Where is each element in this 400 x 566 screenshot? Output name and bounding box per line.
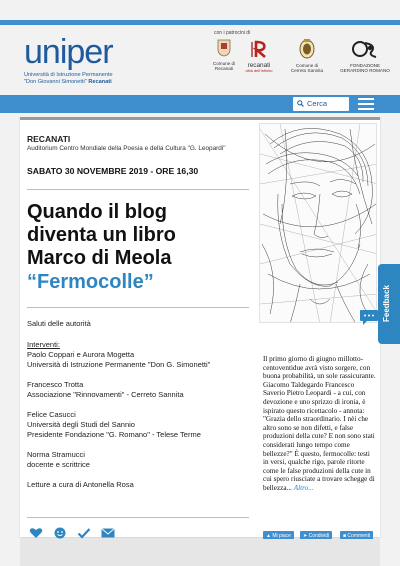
divider xyxy=(27,189,249,190)
read-more-link[interactable]: Altro... xyxy=(293,483,314,492)
comments-label: Commenti xyxy=(347,533,371,539)
thumb-up-icon: ▲ xyxy=(266,533,271,539)
patron-fondazione xyxy=(340,39,390,74)
hamburger-menu-icon[interactable] xyxy=(358,98,374,110)
university-line-2-city: Recanati xyxy=(88,79,112,85)
event-subtitle: “Fermocolle” xyxy=(27,271,154,293)
divider xyxy=(27,307,249,308)
portrait-sketch-image xyxy=(259,123,377,323)
foundation-logo-icon xyxy=(350,39,380,59)
envelope-icon[interactable] xyxy=(101,527,115,539)
share-label: Condividi xyxy=(308,533,330,539)
program-speaker-3-org-1: Università degli Studi del Sannio xyxy=(27,420,135,429)
divider xyxy=(27,517,249,518)
program-readings-prefix: Letture a cura di xyxy=(27,480,82,489)
program-readings xyxy=(27,480,134,490)
top-navbar xyxy=(0,95,400,113)
blog-excerpt xyxy=(263,355,377,493)
comment-bubble-icon[interactable] xyxy=(359,309,379,327)
share-icon: ➤ xyxy=(303,533,308,539)
program-speaker-3: Felice Casucci xyxy=(27,410,76,419)
patronage-caption: con i patrocini di xyxy=(214,30,251,36)
event-title-line-3: Marco di Meola xyxy=(27,247,172,269)
feedback-tab[interactable] xyxy=(378,264,400,344)
check-icon[interactable] xyxy=(77,527,91,539)
patron-name-3: Comune di Cerreto Sannita xyxy=(290,62,324,73)
patron-name-1: Comune di Recanati xyxy=(212,60,236,71)
search-icon xyxy=(297,100,304,107)
program-speaker-4-role: docente e scrittrice xyxy=(27,460,90,469)
program-speaker-2-org: Associazione "Rinnovamenti" - Cerreto Sannita xyxy=(27,390,184,399)
program-speaker-4: Norma Stramucci xyxy=(27,450,85,459)
program-speaker-3-org-2: Presidente Fondazione "G. Romano" - Telese Terme xyxy=(27,430,201,439)
program-readings-name: Antonella Rosa xyxy=(82,480,134,489)
event-title-line-1: Quando il blog xyxy=(27,201,167,223)
university-line-2 xyxy=(24,79,113,86)
smiley-icon[interactable] xyxy=(53,527,67,539)
crest-icon xyxy=(299,39,315,59)
university-name xyxy=(24,72,113,86)
patron-cerreto xyxy=(290,39,324,74)
heart-icon[interactable] xyxy=(29,527,43,539)
uniper-logo[interactable]: uniper xyxy=(24,33,113,71)
search-label: Cerca xyxy=(307,99,328,108)
event-venue: Auditorium Centro Mondiale della Poesia e della Cultura "G. Leopardi" xyxy=(27,145,226,152)
program-greetings: Saluti delle autorità xyxy=(27,319,91,328)
patron-comune-recanati xyxy=(210,39,238,72)
site-header xyxy=(0,25,400,95)
portrait-sketch xyxy=(260,124,377,323)
program-speaker-2: Francesco Trotta xyxy=(27,380,84,389)
event-city: RECANATI xyxy=(27,134,71,144)
search-button[interactable] xyxy=(293,97,349,111)
feedback-label: Feedback xyxy=(382,285,391,322)
program-speakers-1-org: Università di Istruzione Permanente "Don G. Simonetti" xyxy=(27,360,211,369)
blog-excerpt-text: Il primo giorno di giugno millotto-centoventidue avrà visto sorgere, con buona probabilità, un sole rassicurante. Giacomo Taldegardo Francesco Saverio Pietro Leopardi - a cui, con devozione e uno sprizzo di ironia, è ispirato questo ricettacolo - annota: "Grazia dello straordinario. I nèi che altro sono se non difetti, e false produzioni della cute? E non sono stati considerati lungo tempo come bellezze?" È questo, fermocolle: testi in versi, qualche rigo, parole ritorte come le false produzioni della cute in cui spero riusciate a trovare schegge di bellezza... xyxy=(263,355,376,492)
program-interventi-heading: Interventi: xyxy=(27,340,60,349)
event-date: SABATO 30 NOVEMBRE 2019 - ORE 16,30 xyxy=(27,166,199,176)
program-speakers-1: Paolo Coppari e Aurora Mogetta xyxy=(27,350,135,359)
bottom-strip xyxy=(20,539,380,566)
event-title-line-2: diventa un libro xyxy=(27,224,176,246)
patron-name-2: recanati xyxy=(247,61,271,69)
patron-subtitle-2: città dell'infinito xyxy=(245,68,273,73)
event-card xyxy=(20,117,380,537)
university-line-1: Università di Istruzione Permanente xyxy=(24,72,113,78)
university-line-2-name: "Don Giovanni Simonetti" xyxy=(24,79,87,85)
patron-recanati xyxy=(242,39,276,74)
city-arms-icon xyxy=(217,39,231,57)
comment-icon: ■ xyxy=(343,533,347,539)
recanati-logo-icon xyxy=(248,39,270,59)
like-label: Mi piace xyxy=(272,533,291,539)
patron-name-4: FONDAZIONE GERARDINO ROMANO xyxy=(340,62,390,73)
